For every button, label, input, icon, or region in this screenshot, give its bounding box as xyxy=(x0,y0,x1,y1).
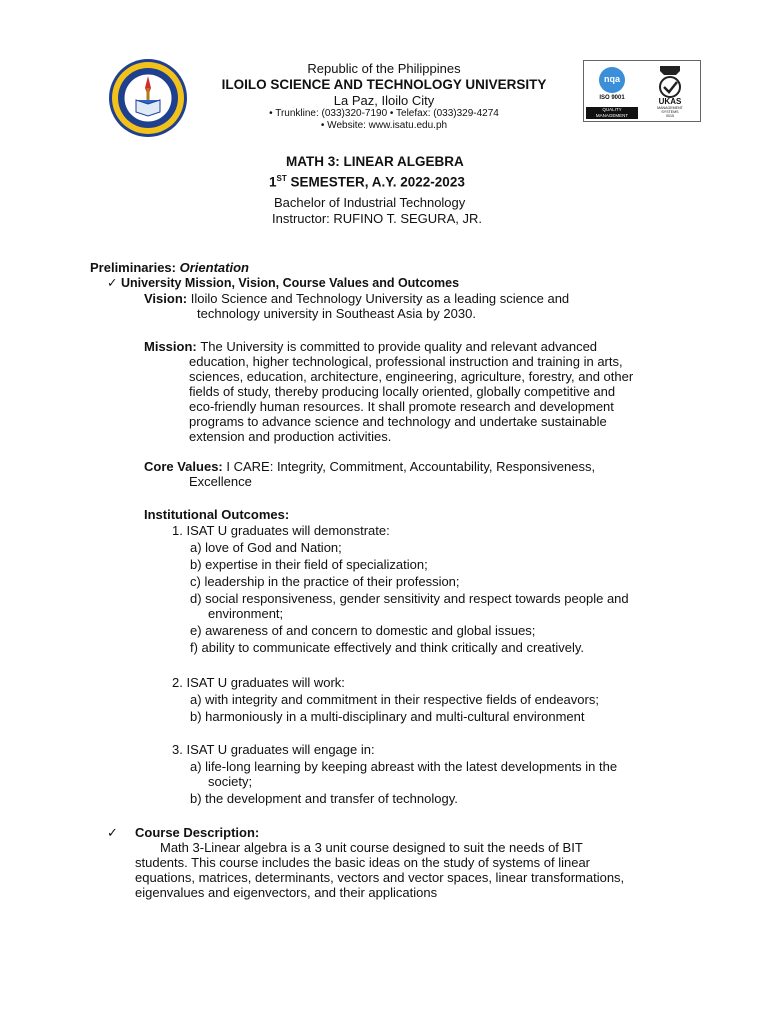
checkmark-icon: ✓ xyxy=(107,276,118,290)
semester-superscript: ST xyxy=(276,174,287,183)
course-description-heading-text: Course Description: xyxy=(135,825,260,840)
iso-certification-badge xyxy=(583,60,701,122)
core-values-label: Core Values: xyxy=(144,459,227,474)
description-line: equations, matrices, determinants, vectors and vector spaces, linear transformations, xyxy=(135,870,625,885)
outcome-item: f) ability to communicate effectively and think critically and creatively. xyxy=(190,640,585,655)
instructor-line: Instructor: RUFINO T. SEGURA, JR. xyxy=(272,211,482,226)
quality-text: QUALITY xyxy=(602,107,622,112)
institutional-outcomes-heading: Institutional Outcomes: xyxy=(144,507,290,522)
nqa-label: nqa xyxy=(603,74,620,84)
outcome-item: b) the development and transfer of technology. xyxy=(190,791,458,806)
mission-line: The University is committed to provide quality and relevant advanced xyxy=(200,339,598,354)
vision-label: Vision: xyxy=(144,291,191,306)
course-title: MATH 3: LINEAR ALGEBRA xyxy=(286,154,464,169)
vision-line: technology university in Southeast Asia by 2030. xyxy=(197,306,476,321)
location-line: La Paz, Iloilo City xyxy=(333,93,435,108)
mission-line: fields of study, thereby producing locally oriented, globally competitive and xyxy=(189,384,616,399)
semester-text: SEMESTER, A.Y. 2022-2023 xyxy=(286,174,465,190)
outcome-2-heading: 2. ISAT U graduates will work: xyxy=(172,675,345,690)
mission-line: eco-friendly human resources. It shall promote research and development xyxy=(189,399,614,414)
description-line: Math 3-Linear algebra is a 3 unit course designed to suit the needs of BIT xyxy=(160,840,583,855)
course-description-body xyxy=(135,840,624,900)
outcome-item: a) with integrity and commitment in their respective fields of endeavors; xyxy=(190,692,599,707)
course-description-heading xyxy=(107,825,259,840)
mission-line: sciences, education, architecture, engineering, agriculture, forestry, and other xyxy=(189,369,634,384)
outcome-item: c) leadership in the practice of their profession; xyxy=(190,574,460,589)
management-text: MANAGEMENT xyxy=(595,113,629,118)
outcome-1 xyxy=(172,523,629,655)
preliminaries-heading xyxy=(90,260,249,275)
outcome-item: b) expertise in their field of specialization; xyxy=(190,557,428,572)
outcome-item: b) harmoniously in a multi-disciplinary and multi-cultural environment xyxy=(190,709,585,724)
mission-line: extension and production activities. xyxy=(189,429,392,444)
ukas-label: UKAS xyxy=(658,97,682,106)
outcome-item: d) social responsiveness, gender sensitivity and respect towards people and xyxy=(190,591,629,606)
outcome-1-heading: 1. ISAT U graduates will demonstrate: xyxy=(172,523,390,538)
ukas-number-text: 0015 xyxy=(666,114,674,118)
contact-line: • Trunkline: (033)320-7190 • Telefax: (033)329-4274 xyxy=(269,108,499,119)
checkmark-icon: ✓ xyxy=(107,825,118,840)
outcome-3 xyxy=(172,742,617,806)
mission-vision-heading-text: University Mission, Vision, Course Values and Outcomes xyxy=(121,276,460,290)
core-values-line: I CARE: Integrity, Commitment, Accountability, Responsiveness, xyxy=(226,459,596,474)
republic-line: Republic of the Philippines xyxy=(307,61,461,76)
iso-9001-label: ISO 9001 xyxy=(599,95,625,101)
university-name: ILOILO SCIENCE AND TECHNOLOGY UNIVERSITY xyxy=(221,77,547,92)
vision-line: Iloilo Science and Technology University as a leading science and xyxy=(190,291,570,306)
ukas-sub-label xyxy=(642,106,698,118)
outcome-3-heading: 3. ISAT U graduates will engage in: xyxy=(172,742,375,757)
website-line: • Website: www.isatu.edu.ph xyxy=(320,120,448,131)
core-values-line: Excellence xyxy=(189,474,252,489)
outcome-item: a) life-long learning by keeping abreast with the latest developments in the xyxy=(190,759,618,774)
outcome-item: a) love of God and Nation; xyxy=(190,540,342,555)
preliminaries-topic: Orientation xyxy=(179,260,249,275)
quality-management-label xyxy=(586,107,638,119)
outcome-2 xyxy=(172,675,599,724)
description-line: students. This course includes the basic ideas on the study of systems of linear xyxy=(135,855,590,870)
vision-section xyxy=(144,291,569,321)
mission-vision-heading xyxy=(107,276,459,291)
preliminaries-label: Preliminaries: xyxy=(90,260,180,275)
nqa-iso-mark xyxy=(586,63,638,119)
outcome-item-continued: environment; xyxy=(208,606,284,621)
ukas-management-text: MANAGEMENT xyxy=(657,106,683,110)
core-values-section xyxy=(144,459,595,489)
mission-line: education, higher technological, professional instruction and training in arts, xyxy=(189,354,623,369)
ukas-mark xyxy=(642,63,698,119)
mission-line: programs to advance science and technology and undertake sustainable xyxy=(189,414,607,429)
outcome-item: e) awareness of and concern to domestic and global issues; xyxy=(190,623,536,638)
program-line: Bachelor of Industrial Technology xyxy=(274,195,466,210)
semester-number: 1 xyxy=(269,174,277,190)
description-line: eigenvalues and eigenvectors, and their applications xyxy=(135,885,438,900)
mission-section xyxy=(144,339,633,444)
outcome-item-continued: society; xyxy=(208,774,253,789)
mission-label: Mission: xyxy=(144,339,201,354)
semester-line xyxy=(269,170,465,191)
ukas-systems-text: SYSTEMS xyxy=(661,110,679,114)
